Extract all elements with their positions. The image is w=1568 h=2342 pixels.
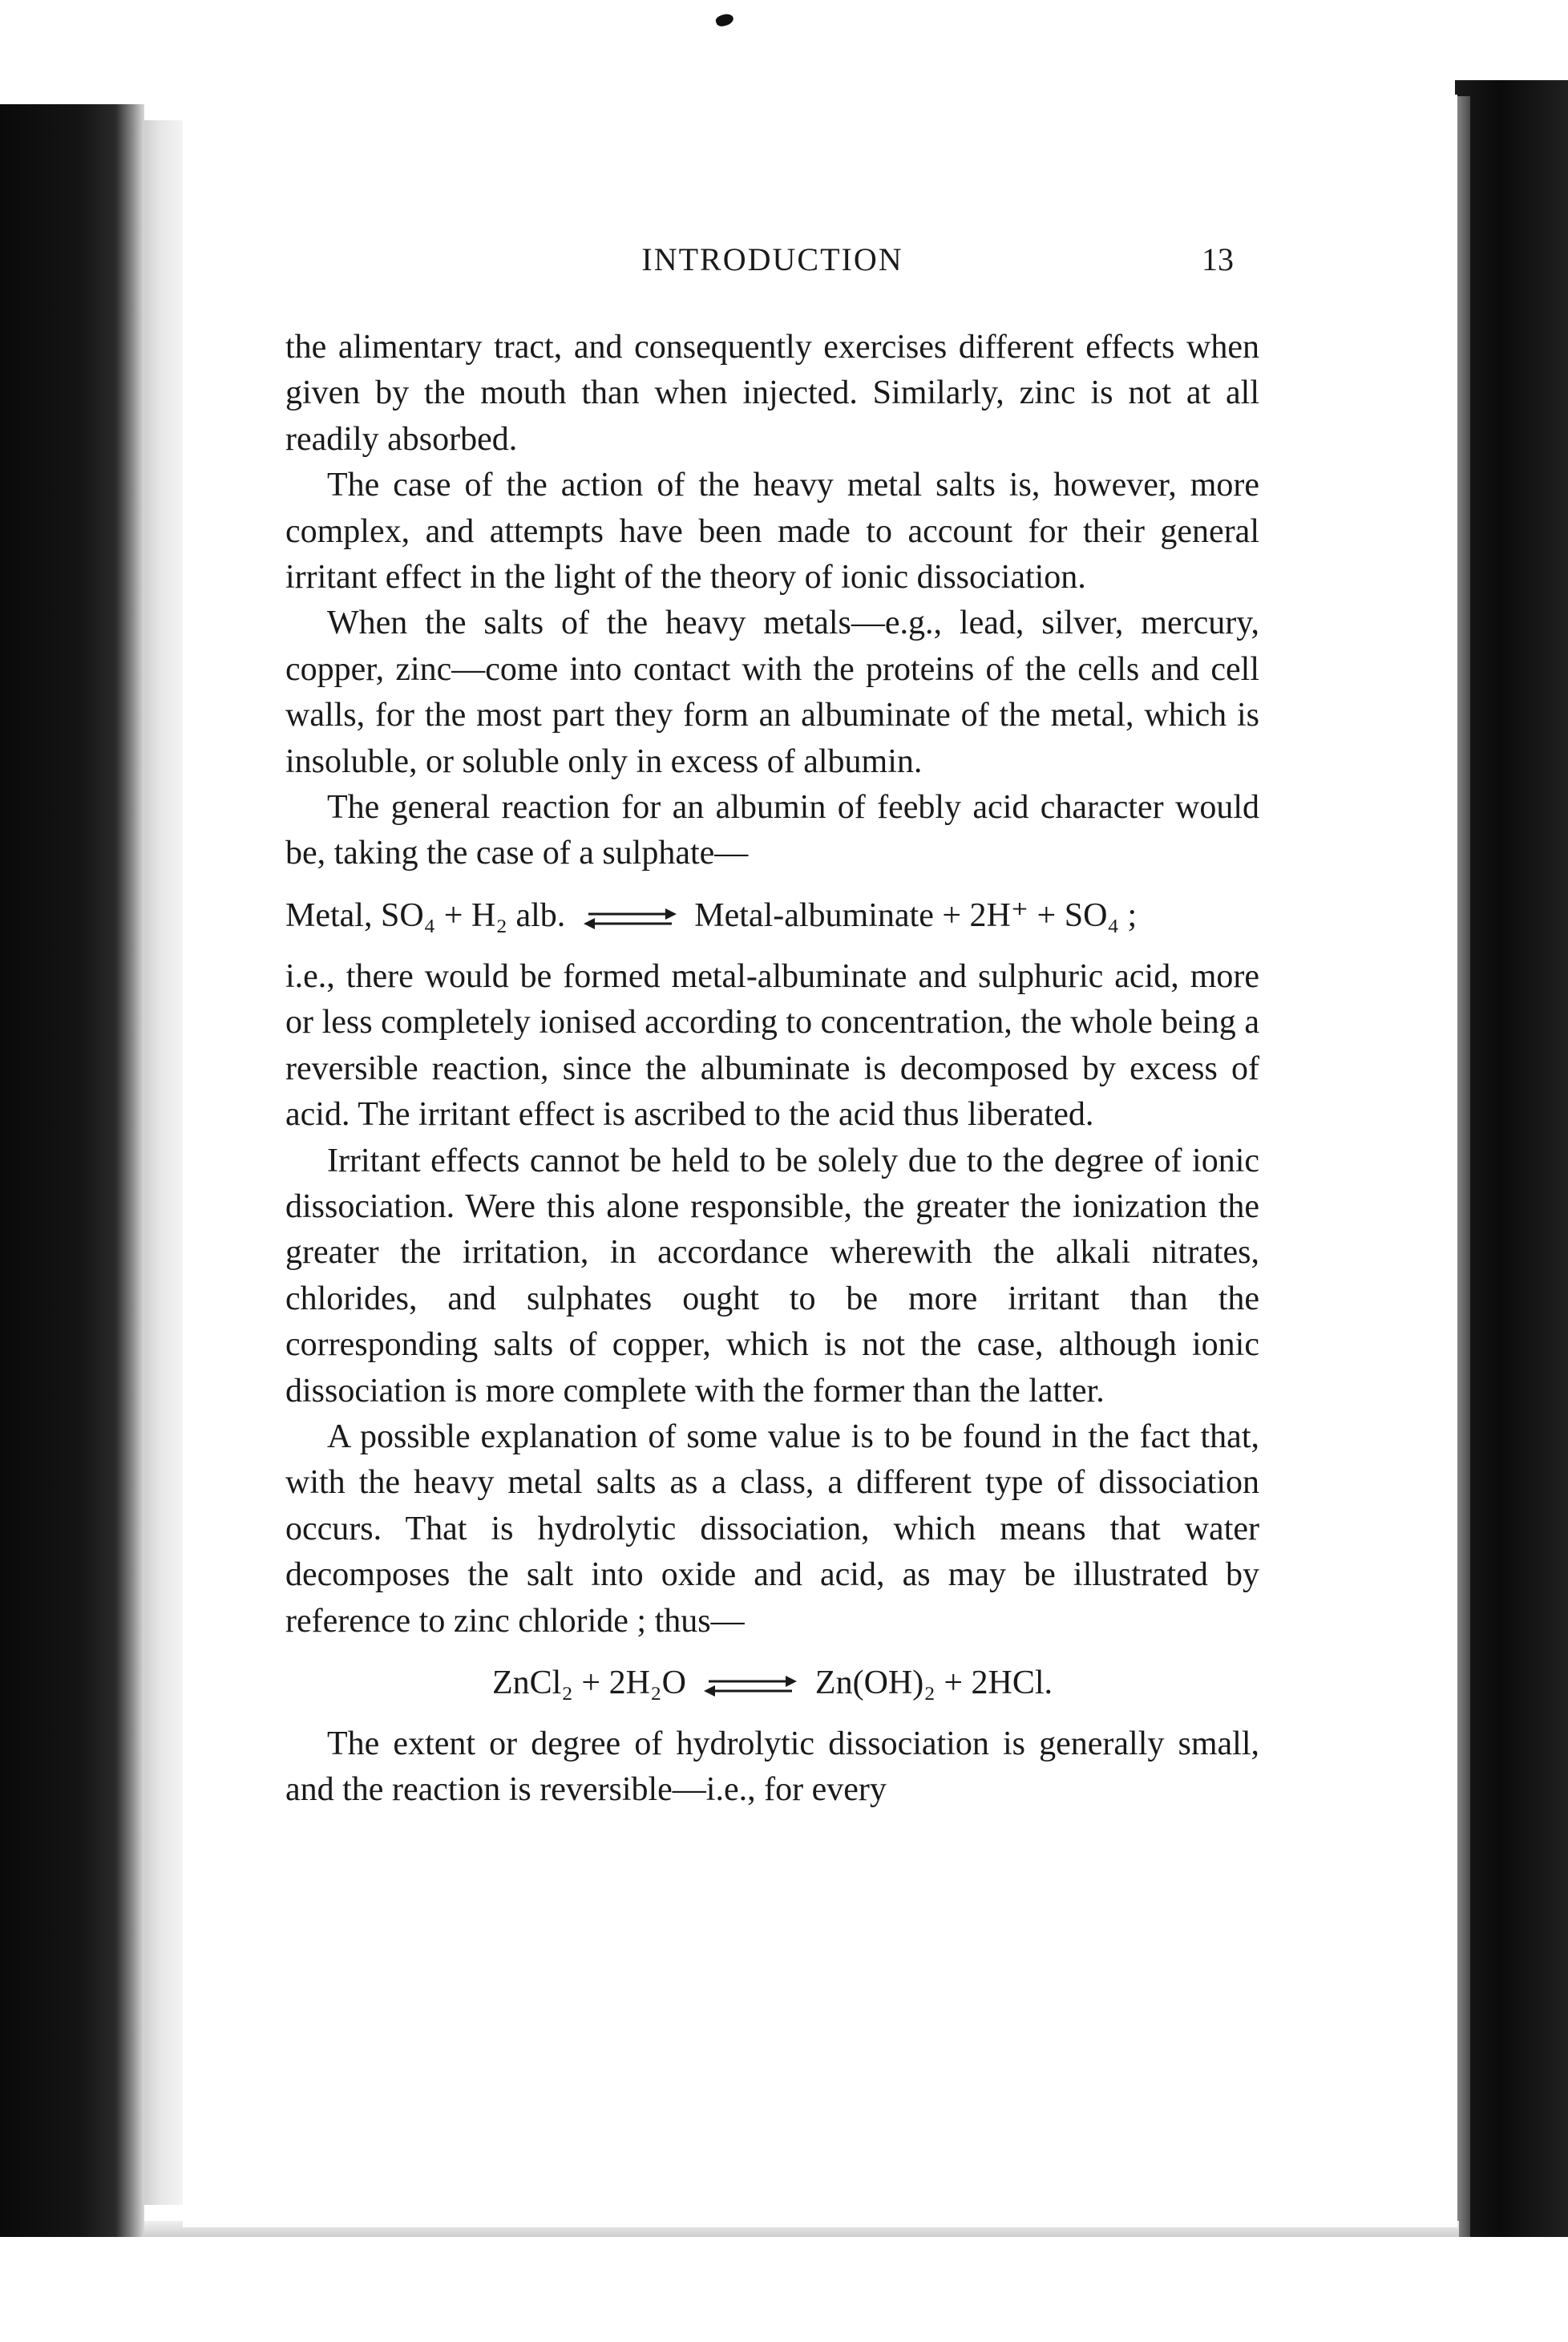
paragraph-5: i.e., there would be formed metal-albuminate and sulphuric acid, more or less completely ionised according to concentration, the whole being a reversible reaction, since the albuminate is decomposed by excess of acid. The irritant effect is ascribed to the acid thus liberated. [285,957,1259,1134]
paragraph-7: A possible explanation of some value is to be found in the fact that, with the heavy metal salts as a class, a different type of dissociation occurs. That is hydrolytic dissociation, which means that water decomposes the salt into oxide and acid, as may be illustrated by reference to zinc chloride ; thus— [285,1418,1259,1640]
paragraph-3: When the salts of the heavy metals—e.g., lead, silver, mercury, copper, zinc—come into contact with the proteins of the cells and cell walls, for the most part they form an albuminate of the metal, which is insoluble, or soluble only in excess of albumin. [285,605,1259,780]
scan-bottom-margin [0,2237,1568,2342]
equation-zinc-chloride [285,1644,1259,1721]
running-head [285,241,1259,289]
equation-zinc-right: Zn(OH)₂ + 2HCl. [814,1664,1053,1701]
scan-right-background [1455,80,1568,2285]
equation-sulphate-left: Metal, SO₄ + H₂ alb. [285,896,566,934]
body-text [285,325,1259,1814]
scan-top-margin [0,0,1568,104]
equation-sulphate [285,877,1259,954]
running-head-title: INTRODUCTION [641,241,903,277]
equation-zinc-left: ZnCl₂ + 2H₂O [491,1664,686,1701]
scan-left-background [0,104,144,2237]
paragraph-2: The case of the action of the heavy metal salts is, however, more complex, and attempts have been made to account for their general irritant effect in the light of the theory of ionic dissociation. [285,467,1259,597]
book-spine-shadow [144,120,183,2205]
reversible-arrow-icon [702,1673,798,1697]
paragraph-1: the alimentary tract, and consequently exercises different effects when given by the mouth than when injected. Similarly, zinc is not at all readily absorbed. [285,329,1259,458]
paragraph-6: Irritant effects cannot be held to be solely due to the degree of ionic dissociation. Were this alone responsible, the greater the ionization the greater the irritation, in accordance wherewith the alkali nitrates, chlorides, and sulphates ought to be more irritant than the corresponding salts of copper, which is not the case, although ionic dissociation is more complete with the former than the latter. [285,1142,1259,1410]
page-number: 13 [1202,241,1234,277]
paragraph-4: The general reaction for an albumin of feebly acid character would be, taking the case of a sulphate— [285,789,1259,872]
equation-sulphate-right: Metal-albuminate + 2H⁺ + SO₄ ; [694,896,1138,934]
reversible-arrow-icon [582,906,678,930]
paragraph-8: The extent or degree of hydrolytic dissociation is generally small, and the reaction is reversible—i.e., for every [285,1725,1259,1809]
